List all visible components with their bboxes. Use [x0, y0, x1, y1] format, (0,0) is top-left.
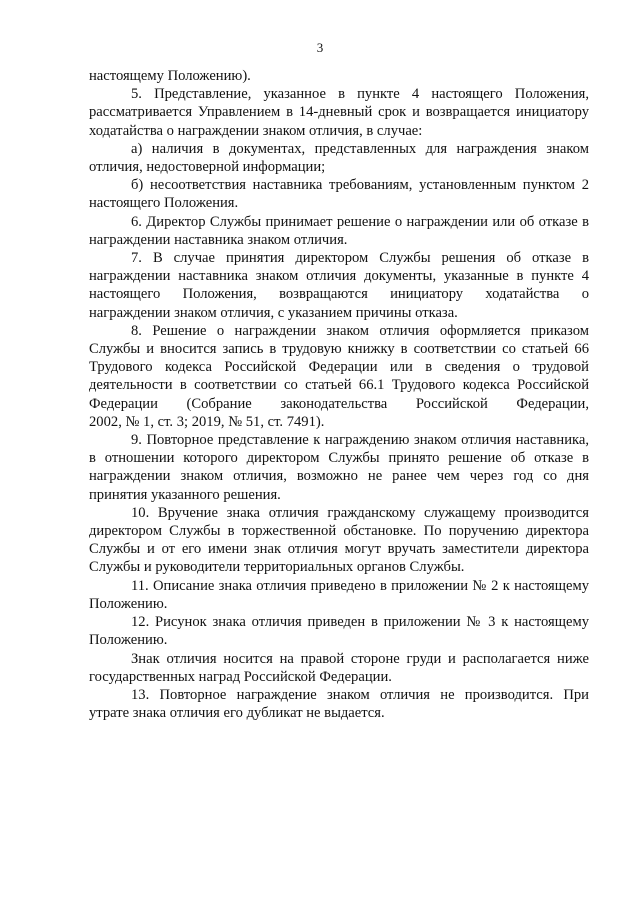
text-line: Трудового кодекса Российской Федерации или в сведения о трудовой [89, 359, 589, 376]
document-body [89, 67, 589, 722]
text-line: настоящего Положения, возвращаются инициатору ходатайства о [89, 286, 589, 303]
paragraph-p11 [89, 577, 589, 613]
text-line: 6. Директор Службы принимает решение о награждении или об отказе в [131, 213, 589, 230]
text-line: 13. Повторное награждение знаком отличия не производится. При [131, 686, 589, 703]
text-line: Службы и от его имени знак отличия могут вручать заместители директора [89, 541, 589, 558]
paragraph-p7 [89, 249, 589, 322]
text-line: ходатайства о награждении знаком отличия, в случае: [89, 122, 423, 139]
text-line: б) несоответствия наставника требованиям, установленным пунктом 2 [131, 177, 589, 194]
text-line: 12. Рисунок знака отличия приведен в приложении № 3 к настоящему [131, 614, 589, 631]
text-line: а) наличия в документах, представленных для награждения знаком [131, 140, 589, 157]
paragraph-p13 [89, 686, 589, 722]
paragraph-p6 [89, 213, 589, 249]
text-line: Службы и вносится запись в трудовую книжку в соответствии со статьей 66 [89, 341, 589, 358]
text-line: 11. Описание знака отличия приведено в приложении № 2 к настоящему [131, 577, 589, 594]
text-line: 5. Представление, указанное в пункте 4 настоящего Положения, [131, 86, 589, 103]
paragraph-p-cont [89, 67, 589, 85]
text-line: утрате знака отличия его дубликат не выдается. [89, 705, 385, 722]
text-line: отличия, недостоверной информации; [89, 159, 326, 176]
paragraph-p9 [89, 431, 589, 504]
text-line: 8. Решение о награждении знаком отличия оформляется приказом [131, 322, 589, 339]
text-line: награждении наставника знаком отличия документы, указанные в пункте 4 [89, 268, 589, 285]
paragraph-p5a [89, 140, 589, 176]
paragraph-p12 [89, 613, 589, 649]
paragraph-p10 [89, 504, 589, 577]
paragraph-p5b [89, 176, 589, 212]
text-line: настоящему Положению). [89, 68, 251, 84]
text-line: 10. Вручение знака отличия гражданскому служащему производится [131, 504, 589, 521]
text-line: Службы и руководители территориальных органов Службы. [89, 559, 465, 576]
text-line: настоящего Положения. [89, 195, 239, 212]
text-line: деятельности в соответствии со статьей 66.1 Трудового кодекса Российской [89, 377, 589, 394]
page-number: 3 [316, 40, 324, 55]
text-line: Положению. [89, 632, 168, 649]
text-line: государственных наград Российской Федерации. [89, 668, 392, 685]
paragraph-p12b [89, 650, 589, 686]
text-line: Знак отличия носится на правой стороне груди и располагается ниже [131, 650, 589, 667]
text-line: 2002, № 1, ст. 3; 2019, № 51, ст. 7491). [89, 413, 325, 430]
text-line: 9. Повторное представление к награждению знаком отличия наставника, [131, 432, 589, 449]
text-line: награждении знаком отличия, возможно не ранее чем через год со дня [89, 468, 589, 485]
text-line: принятия указанного решения. [89, 486, 281, 503]
text-line: рассматривается Управлением в 14-дневный срок и возвращается инициатору [89, 104, 589, 121]
paragraph-p8 [89, 322, 589, 431]
text-line: директором Службы в торжественной обстановке. По поручению директора [89, 523, 589, 540]
text-line: в отношении которого директором Службы принято решение об отказе в [89, 450, 589, 467]
text-line: награждении знаком отличия, с указанием причины отказа. [89, 304, 458, 321]
text-line: Положению. [89, 595, 168, 612]
text-line: 7. В случае принятия директором Службы решения об отказе в [131, 250, 589, 267]
paragraph-p5 [89, 85, 589, 140]
text-line: награждении наставника знаком отличия. [89, 231, 348, 248]
text-line: Федерации (Собрание законодательства Российской Федерации, [89, 395, 589, 412]
